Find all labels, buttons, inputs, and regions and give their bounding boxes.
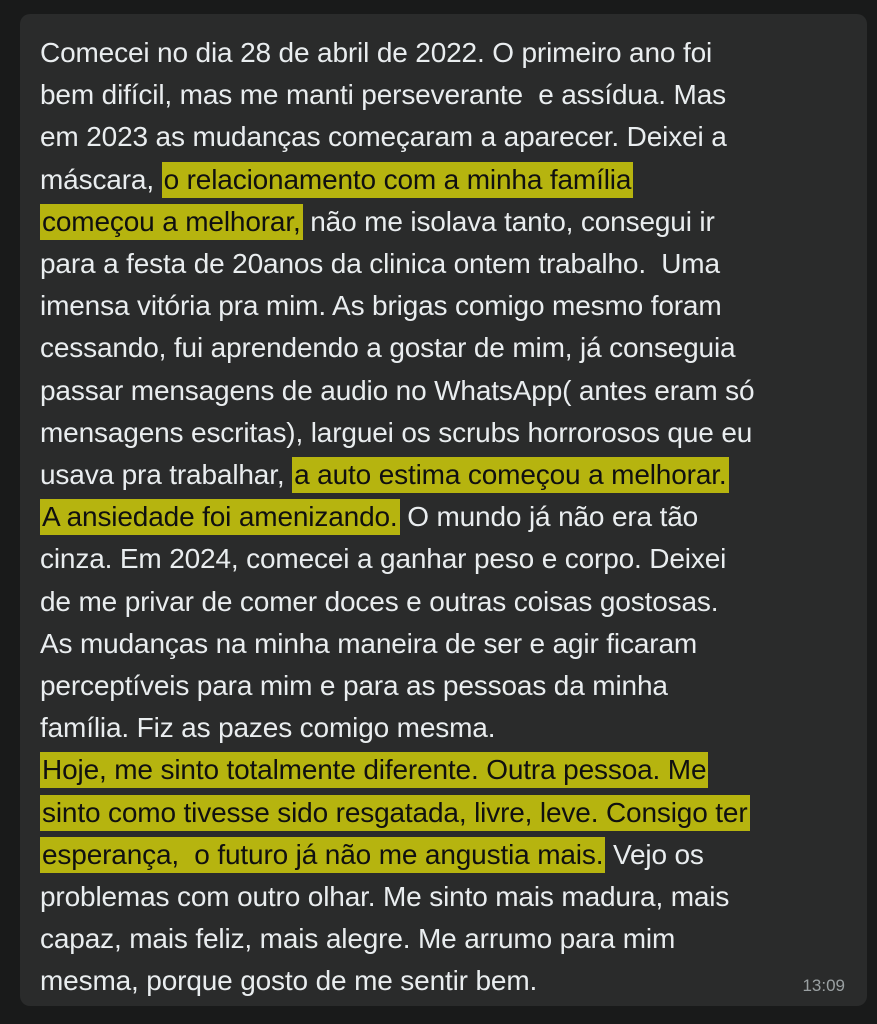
message-text [40,32,847,1003]
highlighted-segment: Hoje, me sinto totalmente diferente. Outra pessoa. Me sinto como tivesse sido resgatada, livre, leve. Consigo ter esperança, o futuro já não me angustia mais. [40,752,750,872]
highlighted-segment: a auto estima começou a melhorar. A ansiedade foi amenizando. [40,457,729,535]
message-segment: Comecei no dia 28 de abril de 2022. O primeiro ano foi bem difícil, mas me manti perseverante e assídua. Mas em 2023 as mudanças começaram a aparecer. Deixei a máscara, [40,37,727,195]
message-segment: O mundo já não era tão cinza. Em 2024, comecei a ganhar peso e corpo. Deixei de me privar de comer doces e outras coisas gostosas. As mudanças na minha maneira de ser e agir ficaram perceptíveis para mim e para as pessoas da minha família. Fiz as pazes comigo mesma. [40,501,727,744]
message-segment: Vejo os problemas com outro olhar. Me sinto mais madura, mais capaz, mais feliz, mais alegre. Me arrumo para mim mesma, porque gosto de me sentir bem. [40,838,730,997]
message-segment: não me isolava tanto, consegui ir para a festa de 20anos da clinica ontem trabalho. Uma imensa vitória pra mim. As brigas comigo mesmo foram cessando, fui aprendendo a gostar de mim, já conseguia passar mensagens de audio no WhatsApp( antes eram só mensagens escritas), larguei os scrubs horrorosos que eu usava pra trabalhar, [40,205,755,491]
message-bubble[interactable] [20,14,867,1006]
message-timestamp: 13:09 [802,976,845,995]
highlighted-segment: o relacionamento com a minha família começou a melhorar, [40,162,633,240]
